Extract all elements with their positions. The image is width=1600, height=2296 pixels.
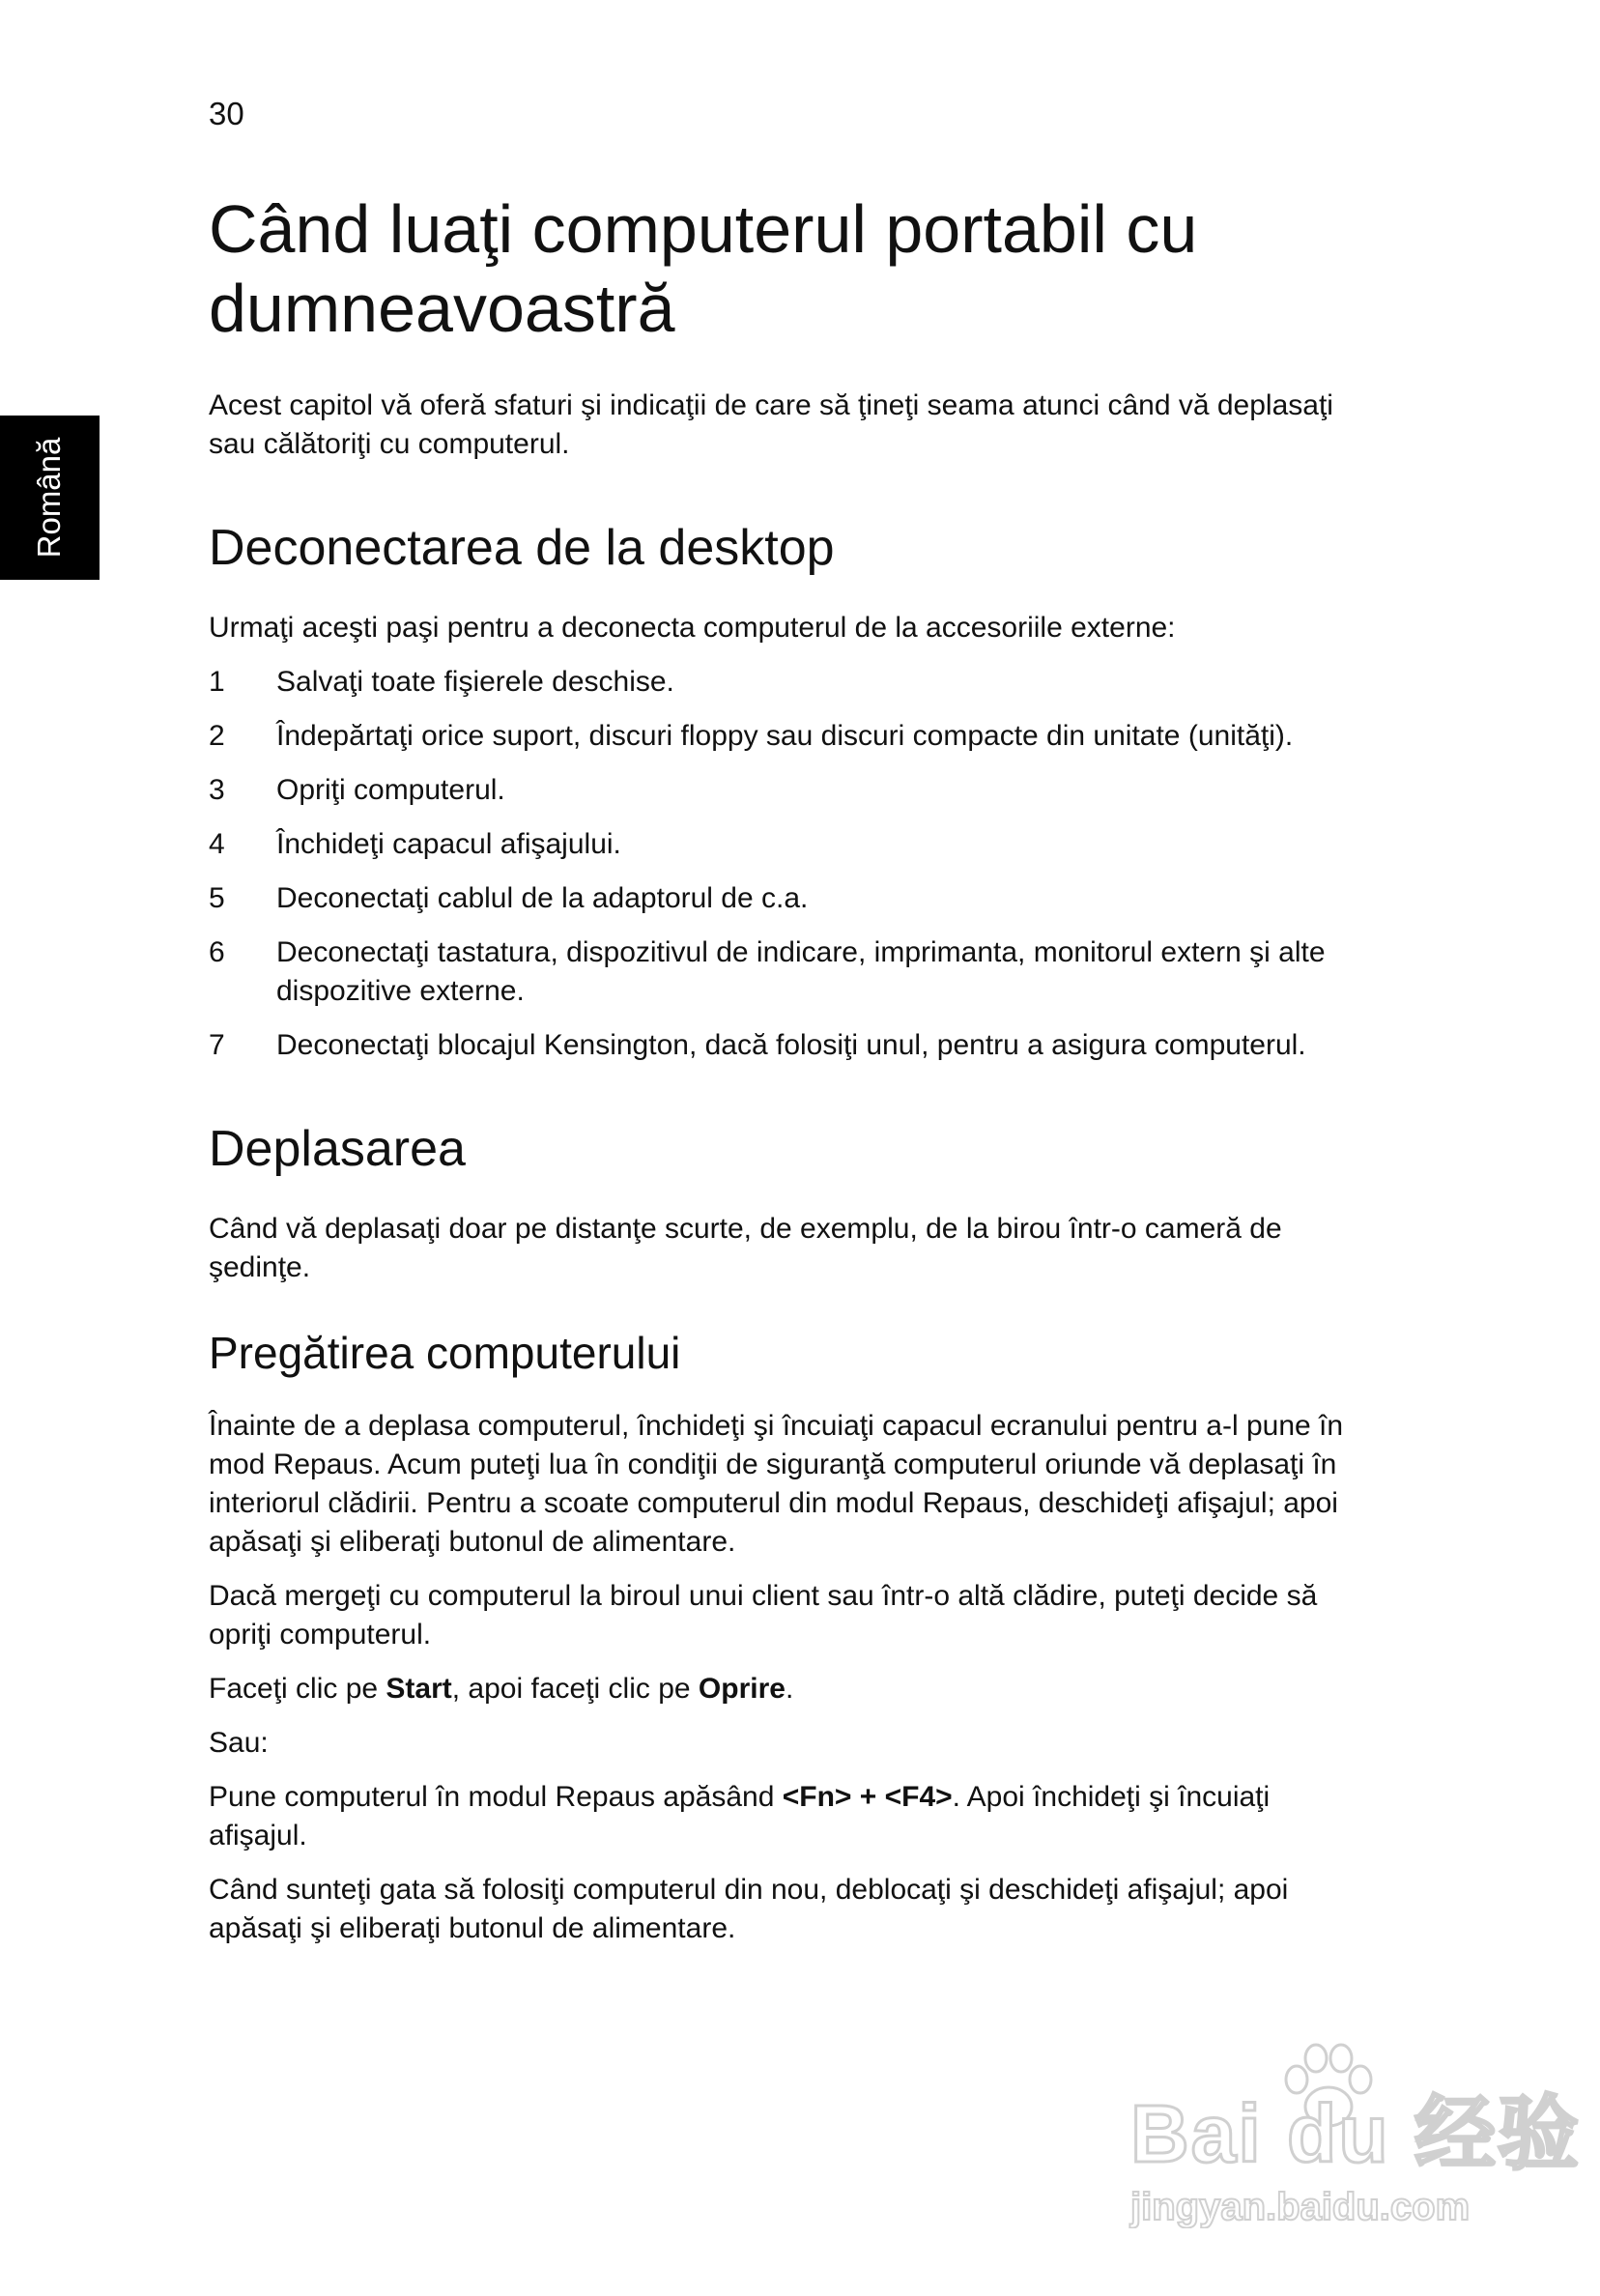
sleep-instruction [209,1778,1368,1855]
list-item [209,1026,1368,1065]
shutdown-text-pre: Faceţi clic pe [209,1673,386,1705]
step-text: Salvaţi toate fişierele deschise. [276,666,674,698]
prepare-paragraph-2: Dacă mergeţi cu computerul la biroul unui client sau într-o altă clădire, puteţi decide să opriţi computerul. [209,1580,1318,1650]
step-number: 5 [209,882,225,914]
page-content [209,189,1368,1964]
language-tab-label: Română [31,437,67,559]
step-text: Deconectaţi cablul de la adaptorul de c.a. [276,882,809,914]
step-text: Închideţi capacul afişajului. [276,828,621,860]
step-text: Deconectaţi blocajul Kensington, dacă folosiţi unul, pentru a asigura computerul. [276,1029,1306,1061]
section-heading-moving: Deplasarea [209,1121,466,1177]
list-item [209,879,1368,918]
moving-text: Când vă deplasaţi doar pe distanţe scurte, de exemplu, de la birou într-o cameră de şedinţe. [209,1213,1282,1283]
list-item [209,825,1368,864]
disconnect-steps-list [209,663,1368,1065]
step-text: Deconectaţi tastatura, dispozitivul de indicare, imprimanta, monitorul extern şi alte dispozitive externe. [276,936,1326,1007]
step-number: 4 [209,828,225,860]
chapter-title: Când luaţi computerul portabil cu dumneavoastră [209,191,1198,346]
step-number: 1 [209,666,225,698]
chapter-intro: Acest capitol vă oferă sfaturi şi indicaţii de care să ţineţi seama atunci când vă deplasaţi sau călătoriţi cu computerul. [209,389,1333,460]
step-number: 7 [209,1029,225,1061]
step-number: 3 [209,774,225,806]
list-item [209,771,1368,810]
step-text: Opriţi computerul. [276,774,505,806]
list-item [209,663,1368,702]
page-number: 30 [209,96,244,131]
disconnect-lead: Urmaţi aceşti paşi pentru a deconecta computerul de la accesoriile externe: [209,612,1176,644]
shutdown-text-mid: , apoi faceţi clic pe [451,1673,699,1705]
or-text: Sau: [209,1727,269,1759]
start-term: Start [386,1673,452,1705]
step-text: Îndepărtaţi orice suport, discuri floppy sau discuri compacte din unitate (unităţi). [276,720,1294,752]
sleep-text-post: . Apoi închideţi şi încuiaţi afişajul. [209,1781,1271,1851]
section-heading-disconnect: Deconectarea de la desktop [209,520,835,576]
key-combination: <Fn> + <F4> [782,1781,953,1813]
watermark-brand: Bai du 经验 [1130,2088,1582,2179]
section-heading-prepare: Pregătirea computerului [209,1328,681,1378]
language-side-tab [0,416,100,580]
watermark-url: jingyan.baidu.com [1130,2186,1471,2228]
oprire-term: Oprire [698,1673,786,1705]
prepare-paragraph-1: Înainte de a deplasa computerul, închideţi şi încuiaţi capacul ecranului pentru a-l pune în mod Repaus. Acum puteţi lua în condiţii de siguranţă computerul oriunde vă deplasaţi în interiorul clădirii. Pentru a scoate computerul din modul Repaus, deschideţi afişajul; apoi apăsaţi şi eliberaţi butonul de alimentare. [209,1410,1344,1558]
shutdown-instruction [209,1670,1368,1708]
baidu-watermark [1121,2039,1582,2242]
prepare-paragraph-last: Când sunteţi gata să folosiţi computerul din nou, deblocaţi şi deschideţi afişajul; apoi apăsaţi şi eliberaţi butonul de alimentare. [209,1874,1289,1944]
step-number: 2 [209,720,225,752]
list-item [209,933,1368,1011]
list-item [209,717,1368,756]
step-number: 6 [209,936,225,968]
shutdown-text-post: . [785,1673,794,1705]
sleep-text-pre: Pune computerul în modul Repaus apăsând [209,1781,783,1813]
